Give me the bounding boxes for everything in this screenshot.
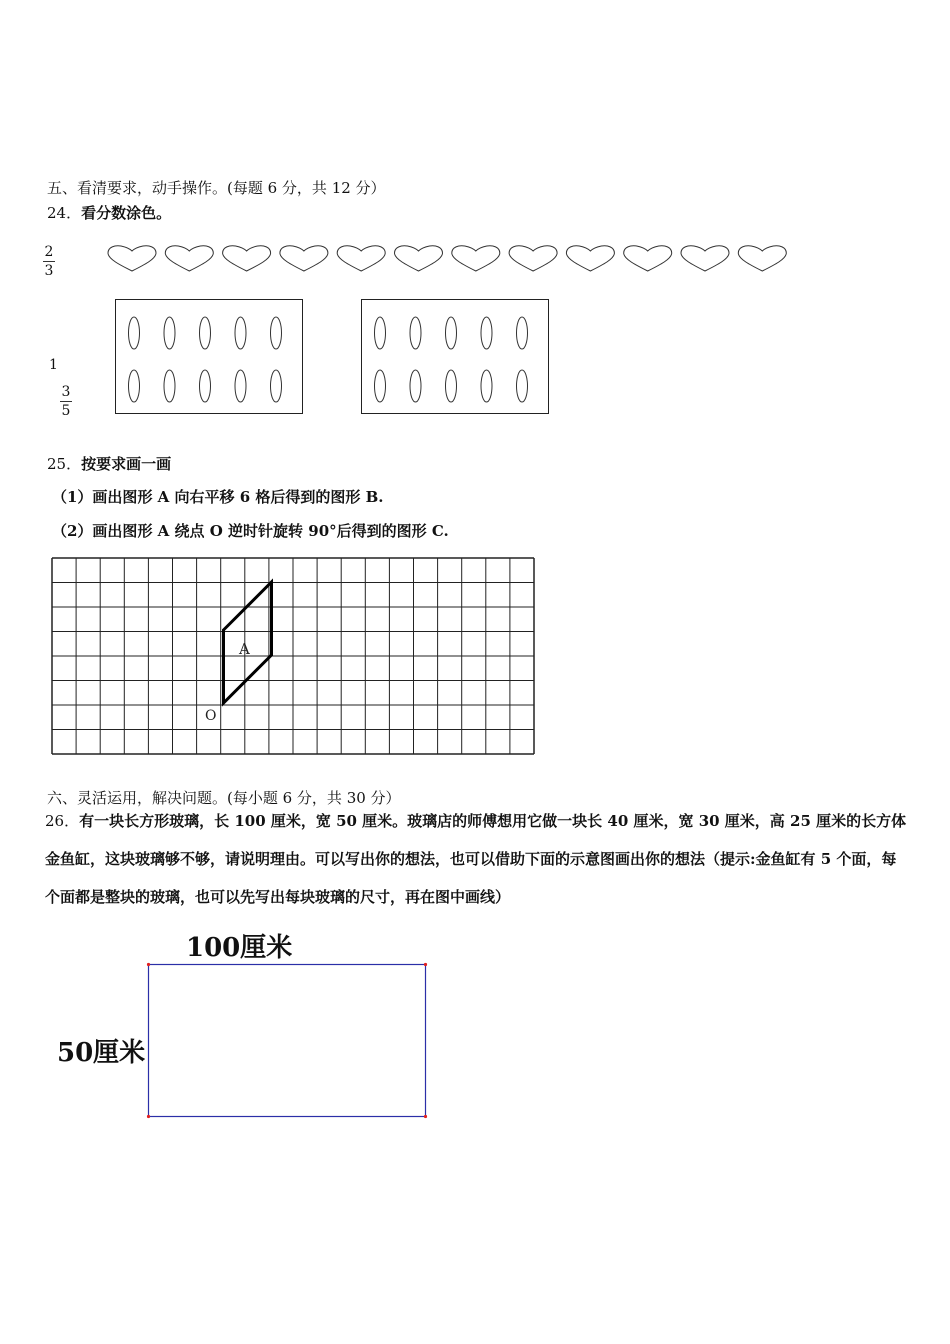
fraction-denominator: 5 <box>61 403 71 419</box>
oval-shape <box>481 317 492 349</box>
question-25-part-1: （1）画出图形 A 向右平移 6 格后得到的图形 B. <box>52 488 384 506</box>
heart-shape <box>223 246 271 271</box>
heart-shape <box>280 246 328 271</box>
length-label: 100厘米 <box>186 933 293 963</box>
oval-shape <box>164 317 175 349</box>
oval-shape <box>129 370 140 402</box>
oval-shape <box>375 317 386 349</box>
width-label: 50厘米 <box>57 1038 146 1068</box>
fraction-numerator: 3 <box>61 384 71 400</box>
question-25 <box>47 453 171 474</box>
oval-shape <box>517 370 528 402</box>
heart-shape <box>624 246 672 271</box>
oval-shape <box>271 317 282 349</box>
question-25-part-2: （2）画出图形 A 绕点 O 逆时针旋转 90°后得到的图形 C. <box>52 522 449 540</box>
question-24 <box>47 202 171 223</box>
fraction-denominator: 3 <box>44 263 54 279</box>
glass-rectangle <box>145 961 429 1119</box>
heart-shape <box>395 246 443 271</box>
oval-shape <box>375 370 386 402</box>
oval-shape <box>446 370 457 402</box>
oval-shape <box>235 370 246 402</box>
question-24-text: 看分数涂色。 <box>81 204 172 222</box>
heart-shape <box>681 246 729 271</box>
oval-shape <box>410 370 421 402</box>
section-6-title: 六、灵活运用，解决问题。(每小题 6 分，共 30 分） <box>47 789 401 807</box>
oval-shape <box>517 317 528 349</box>
heart-shape <box>108 246 156 271</box>
question-25-number: 25． <box>47 455 82 473</box>
corner-dot <box>147 963 150 966</box>
oval-box-left <box>115 299 305 415</box>
oval-shape <box>200 370 211 402</box>
question-26-number: 26． <box>45 812 80 830</box>
oval-shape <box>271 370 282 402</box>
question-24-number: 24． <box>47 204 82 222</box>
fraction-two-thirds <box>42 243 56 280</box>
heart-shape <box>509 246 557 271</box>
heart-shape <box>566 246 614 271</box>
whole-number-one: 1 <box>49 357 58 373</box>
hearts-row <box>100 240 800 280</box>
heart-shape <box>738 246 786 271</box>
question-26-text: 有一块长方形玻璃，长 100 厘米，宽 50 厘米。玻璃店的师傅想用它做一块长 40 厘米，宽 30 厘米，高 25 厘米的长方体金鱼缸，这块玻璃够不够，请说明理由。可以写出你的想法，也可以借助下面的示意图画出你的想法（提示:金鱼缸有 5 个面，每个面都是整块的玻璃，也可以先写出每块玻璃的尺寸，再在图中画线） <box>45 812 907 906</box>
oval-shape <box>446 317 457 349</box>
heart-shape <box>337 246 385 271</box>
oval-shape <box>410 317 421 349</box>
oval-shape <box>235 317 246 349</box>
question-26 <box>45 802 907 916</box>
point-o-label: O <box>205 708 217 724</box>
fraction-numerator: 2 <box>44 244 54 260</box>
oval-shape <box>164 370 175 402</box>
oval-shape <box>129 317 140 349</box>
fraction-three-fifths <box>59 383 73 420</box>
question-25-text: 按要求画一画 <box>81 455 172 473</box>
oval-box-right <box>361 299 551 415</box>
corner-dot <box>147 1115 150 1118</box>
corner-dot <box>424 1115 427 1118</box>
section-5-title: 五、看清要求，动手操作。(每题 6 分，共 12 分） <box>47 179 386 197</box>
oval-shape <box>481 370 492 402</box>
heart-shape <box>452 246 500 271</box>
shape-a-label: A <box>239 640 250 658</box>
drawing-grid <box>51 557 535 759</box>
corner-dot <box>424 963 427 966</box>
heart-shape <box>165 246 213 271</box>
oval-shape <box>200 317 211 349</box>
